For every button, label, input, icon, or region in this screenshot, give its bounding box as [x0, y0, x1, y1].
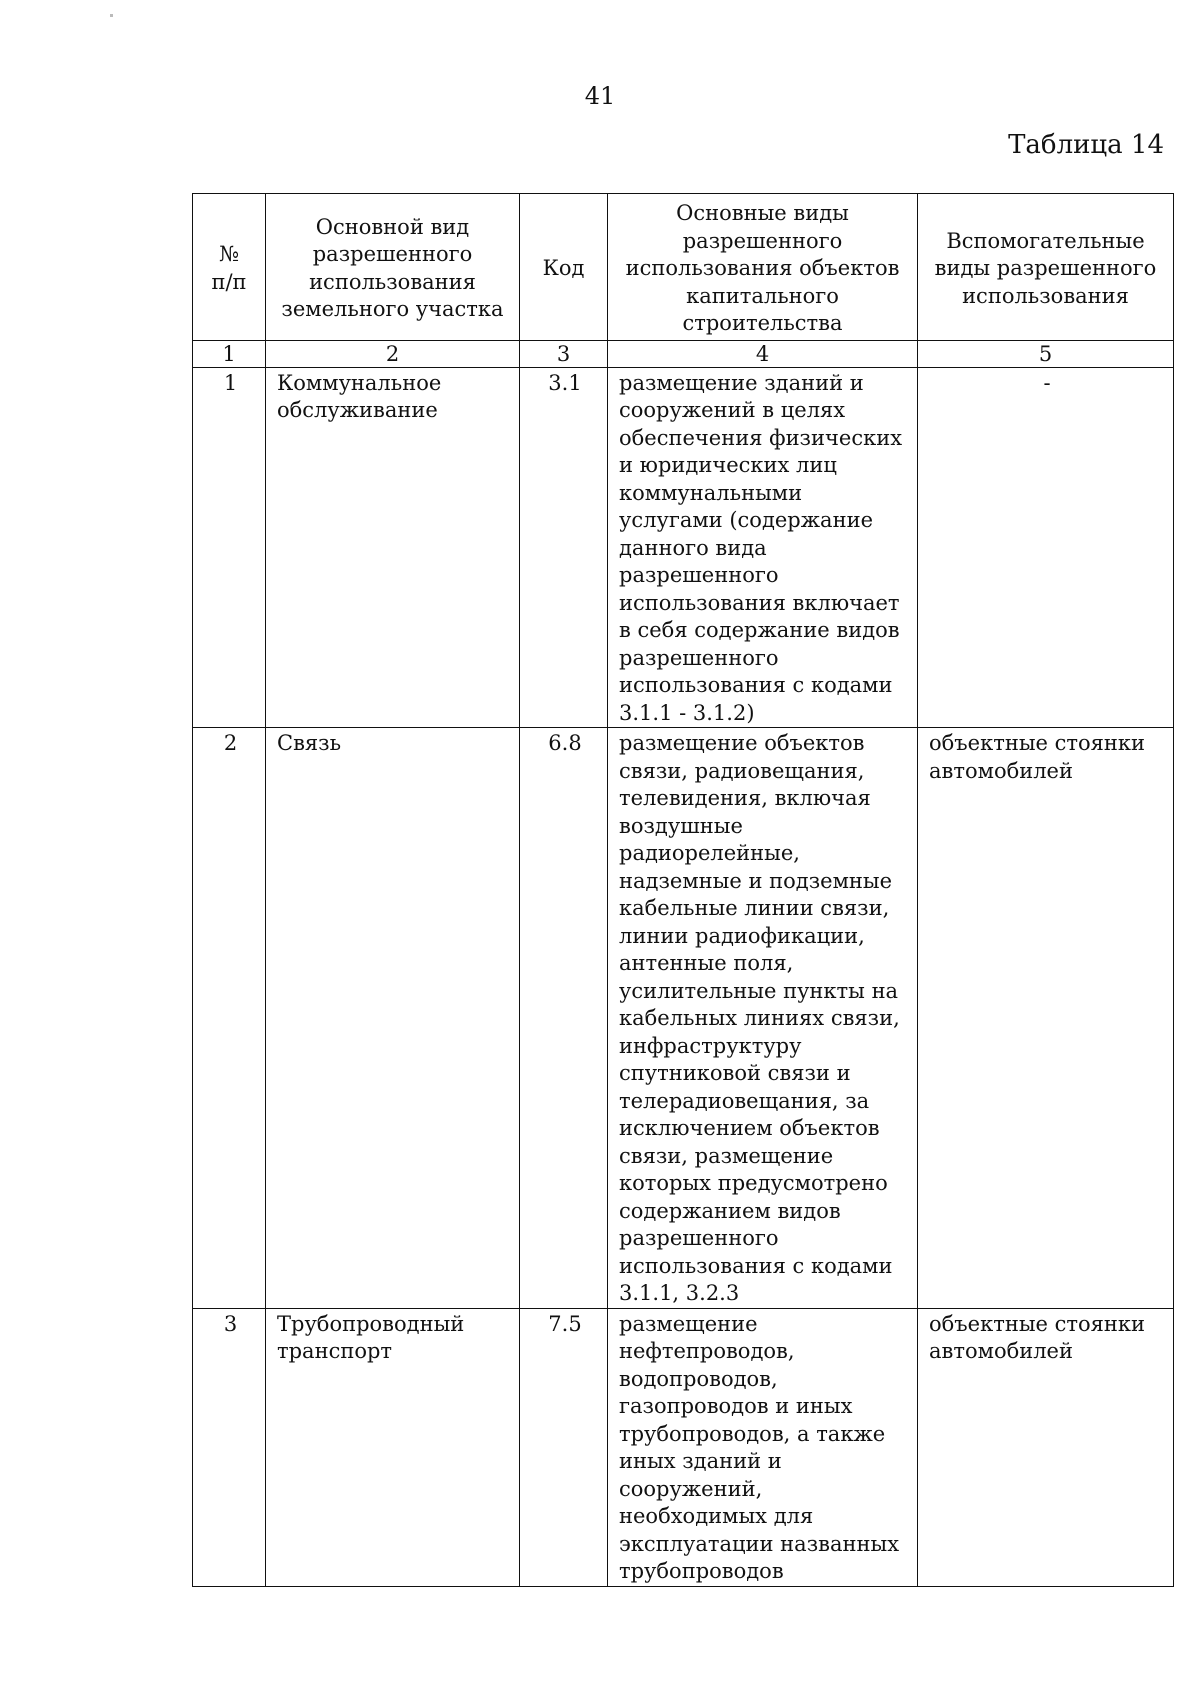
- header-code: Код: [520, 194, 608, 341]
- table-row: [193, 1308, 1174, 1586]
- table-row: [193, 367, 1174, 728]
- header-auxiliary-uses: Вспомогательные виды разрешенного использования: [918, 194, 1174, 341]
- row-auxiliary-uses: объектные стоянки автомобилей: [918, 1308, 1174, 1586]
- column-number: 2: [266, 340, 520, 367]
- column-number: 4: [608, 340, 918, 367]
- row-main-uses: размещение нефтепроводов, водопроводов, газопроводов и иных трубопроводов, а также иных зданий и сооружений, необходимых для эксплуатации названных трубопроводов: [608, 1308, 918, 1586]
- table-header: [193, 194, 1174, 341]
- row-land-use-type: Трубопроводный транспорт: [266, 1308, 520, 1586]
- row-main-uses: размещение объектов связи, радиовещания, телевидения, включая воздушные радиорелейные, надземные и подземные кабельные линии связи, линии радиофикации, антенные поля, усилительные пункты на кабельных линиях связи, инфраструктуру спутниковой связи и телерадиовещания, за исключением объектов связи, размещение которых предусмотрено содержанием видов разрешенного использования с кодами 3.1.1, 3.2.3: [608, 728, 918, 1309]
- column-number: 1: [193, 340, 266, 367]
- page-number: 41: [584, 82, 616, 110]
- row-code: 3.1: [520, 367, 608, 728]
- row-auxiliary-uses: объектные стоянки автомобилей: [918, 728, 1174, 1309]
- row-code: 6.8: [520, 728, 608, 1309]
- row-code: 7.5: [520, 1308, 608, 1586]
- row-land-use-type: Коммунальное обслуживание: [266, 367, 520, 728]
- table-caption: Таблица 14: [1008, 130, 1164, 160]
- row-auxiliary-uses: -: [918, 367, 1174, 728]
- header-main-uses: Основные виды разрешенного использования объектов капитального строительства: [608, 194, 918, 341]
- row-number: 1: [193, 367, 266, 728]
- column-number-row: [193, 340, 1174, 367]
- row-number: 2: [193, 728, 266, 1309]
- row-main-uses: размещение зданий и сооружений в целях обеспечения физических и юридических лиц коммунальными услугами (содержание данного вида разрешенного использования включает в себя содержание видов разрешенного использования с кодами 3.1.1 - 3.1.2): [608, 367, 918, 728]
- table-row: [193, 728, 1174, 1309]
- row-number: 3: [193, 1308, 266, 1586]
- row-land-use-type: Связь: [266, 728, 520, 1309]
- column-number: 3: [520, 340, 608, 367]
- column-number: 5: [918, 340, 1174, 367]
- land-use-table: [192, 193, 1174, 1587]
- scan-speck: [110, 14, 113, 17]
- header-number: № п/п: [193, 194, 266, 341]
- header-land-use-type: Основной вид разрешенного использования земельного участка: [266, 194, 520, 341]
